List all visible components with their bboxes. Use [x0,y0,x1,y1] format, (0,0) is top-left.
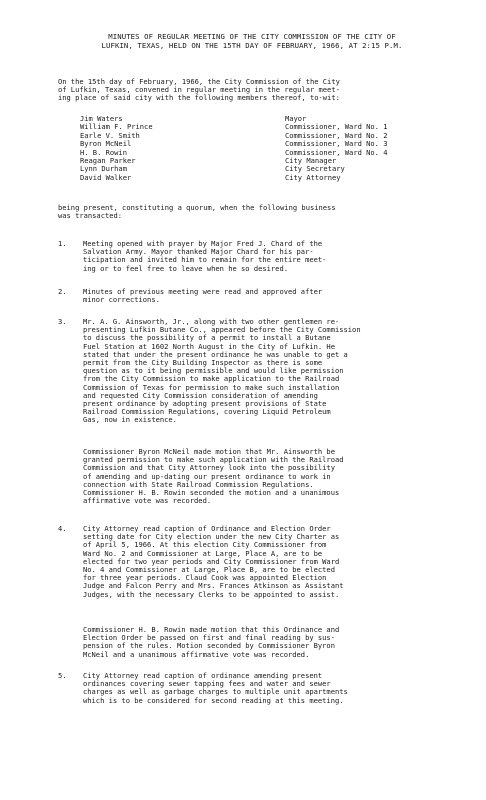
quorum-statement [58,204,438,220]
member-title: Commissioner, Ward No. 3 [285,139,388,149]
text-line: McNeil and a unanimous affirmative vote was recorded. [83,649,310,659]
text-line: presenting Lufkin Butane Co., appeared before the City Commission [83,325,361,335]
text-line: Railroad Commission Regulations, covering Liquid Petroleum [83,407,331,417]
member-title: City Manager [285,155,337,165]
text-line: minor corrections. [83,295,160,305]
text-line: Mr. A. G. Ainsworth, Jr., along with two other gentlemen re- [83,317,340,326]
member-title: Commissioner, Ward No. 1 [285,122,388,132]
text-line: Election Order be passed on first and final reading by sus- [83,633,335,643]
item-number: 2. [58,287,67,296]
text-line: granted permission to make such application with the Railroad [83,455,344,465]
text-line: and requested City Commission consideration of amending [83,390,318,400]
text-line: Judges, with the necessary Clerks to be appointed to assist. [83,589,340,599]
intro-paragraph [58,78,438,103]
member-title: City Secretary [285,164,345,174]
member-title: Mayor [285,114,307,123]
member-name: Reagan Parker [80,155,136,165]
text-line: present ordinance by adopting present provisions of State [83,399,327,409]
text-line: elected for two year periods and City Commissioner from Ward [83,556,340,566]
text-line: Salvation Army. Mayor thanked Major Chard for his par- [83,247,314,257]
member-name: Jim Waters [80,114,123,123]
text-line: Commission and that City Attorney look into the possibility [83,463,335,473]
text-line: ticipation and invited him to remain for the entire meet- [83,255,327,265]
text-line: to discuss the possibility of a permit to install a Butane [83,333,331,343]
text-line: permit from the City Building Inspector as there is some [83,358,323,368]
item-number: 5. [58,671,67,680]
item-text [83,288,453,304]
text-line: question as to it being permissible and would like permission [83,366,344,376]
text-line: ing or to feel free to leave when he so desired. [83,263,288,273]
text-line: Fuel Station at 1602 North August in the City of Lufkin. He [83,341,335,351]
item-number: 1. [58,239,67,248]
text-line: ordinances covering sewer tapping fees and water and sewer [83,679,331,689]
member-name: Byron McNeil [80,139,132,149]
text-line: Gas, now in existence. [83,415,177,425]
text-line: Commissioner H. B. Rowin made motion that this Ordinance and [83,625,340,634]
member-name: H. B. Rowin [80,147,127,157]
text-line: Judge and Falcon Perry and Mrs. Frances Atkinson as Assistant [83,581,344,591]
text-line: City Attorney read caption of Ordinance and Election Order [83,524,331,533]
document-title [62,32,442,50]
member-name: William F. Prince [80,122,153,132]
text-line: which is to be considered for second reading at this meeting. [83,695,344,705]
text-line: affirmative vote was recorded. [83,496,212,506]
text-line: Commission of Texas for permission to make such installation [83,382,340,392]
members-list [80,115,440,182]
text-line: for three year periods. Claud Cook was appointed Election [83,573,327,583]
item-number: 4. [58,524,67,533]
title-line-2: LUFKIN, TEXAS, HELD ON THE 15TH DAY OF FEBRUARY, 1966, AT 2:15 P.M. [101,41,403,50]
member-row [80,165,440,173]
text-line: ing place of said city with the following members thereof, to-wit: [58,93,340,103]
text-line: On the 15th day of February, 1966, the City Commission of the City [58,77,340,86]
member-name: David Walker [80,172,132,182]
member-title: Commissioner, Ward No. 4 [285,147,388,157]
text-line: Commissioner Byron McNeil made motion that Mr. Ainsworth be [83,447,335,456]
text-line: of amending and up-dating our present ordinance to work in [83,471,331,481]
text-line: Meeting opened with prayer by Major Fred J. Chard of the [83,239,323,248]
member-title: City Attorney [285,172,341,182]
item-text [83,318,453,425]
item-text [83,672,453,705]
text-line: Ward No. 2 and Commissioner at Large, Place A, are to be [83,548,323,558]
member-row [80,174,440,182]
member-title: Commissioner, Ward No. 2 [285,130,388,140]
text-line: pension of the rules. Motion seconded by Commissioner Byron [83,641,335,651]
text-line: City Attorney read caption of ordinance amending present [83,671,323,680]
item-number: 3. [58,317,67,326]
item-text [83,240,453,273]
text-line: from the City Commission to make application to the Railroad [83,374,340,384]
text-line: Minutes of previous meeting were read and approved after [83,287,323,296]
text-line: connection with State Railroad Commission Regulations. [83,479,314,489]
text-line: charges as well as garbage charges to multiple unit apartments [83,687,348,697]
member-name: Earle V. Smith [80,130,140,140]
text-line: of April 5, 1966. At this election City Commissioner from [83,540,327,550]
text-line: was transacted: [58,211,123,221]
text-line: being present, constituting a quorum, when the following business [58,203,336,212]
item-4-motion [83,626,453,659]
member-name: Lynn Durham [80,164,127,174]
text-line: No. 4 and Commissioner at Large, Place B, are to be elected [83,565,335,575]
text-line: Commissioner H. B. Rowin seconded the motion and a unanimous [83,488,340,498]
text-line: of Lufkin, Texas, convened in regular meeting in the regular meet- [58,85,340,95]
text-line: stated that under the present ordinance he was unable to get a [83,349,348,359]
item-3-motion [83,448,453,505]
title-line-1: MINUTES OF REGULAR MEETING OF THE CITY COMMISSION OF THE CITY OF [108,32,396,41]
item-text [83,525,453,599]
member-row [80,157,440,165]
text-line: setting date for City election under the new City Charter as [83,532,340,542]
